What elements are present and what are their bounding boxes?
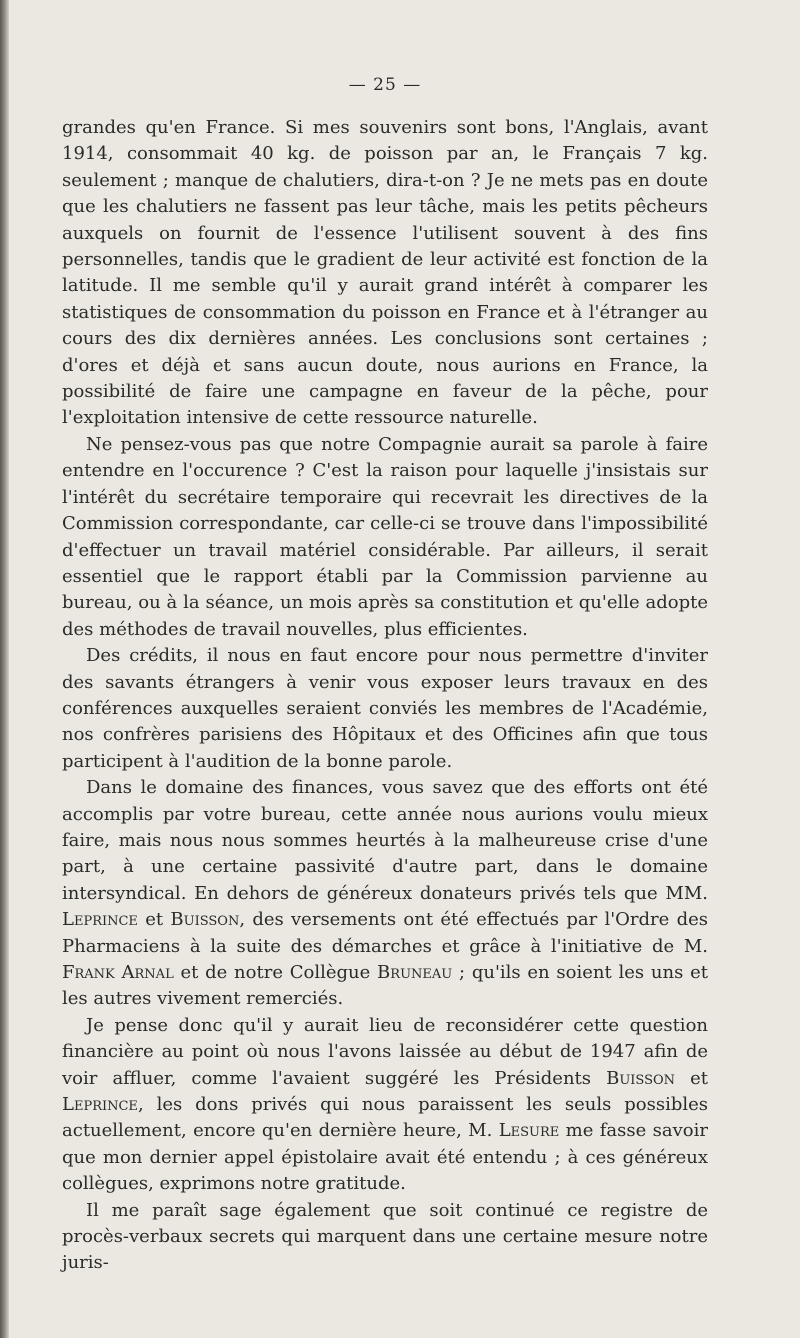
paragraph-6 [62, 1198, 708, 1277]
paragraph-text: Ne pensez-vous pas que notre Compagnie aurait sa parole à faire entendre en l'occurence ? C'est la raison pour laquelle j'insistais sur l'intérêt du secrétaire temporaire qui recevrait les directives de la Commission correspondante, car celle-ci se trouve dans l'impossibilité d'effectuer un travail matériel considérable. Par ailleurs, il serait essentiel que le rapport établi par la Commission parvienne au bureau, ou à la séance, un mois après sa constitution et qu'elle adopte des méthodes de travail nouvelles, plus efficientes. [62, 433, 708, 640]
page-number: — 25 — [348, 75, 422, 95]
paragraph-text: Dans le domaine des finances, vous savez que des efforts ont été accomplis par votre bureau, cette année nous aurions voulu mieux faire, mais nous nous sommes heurtés à la malheureuse crise d'une part, à une certaine passivité d'autre part, dans le domaine intersyndical. En dehors de généreux donateurs privés tels que MM. [62, 777, 708, 904]
person-name: Bruneau [377, 962, 453, 983]
paragraph-text: et de notre Collègue [173, 962, 378, 983]
paragraph-text: Des crédits, il nous en faut encore pour nous permettre d'inviter des savants étrangers à venir vous exposer leurs travaux en des conférences auxquelles seraient conviés les membres de l'Académie, nos confrères parisiens des Hôpitaux et des Officines afin que tous participent à l'audition de la bonne parole. [62, 645, 708, 772]
paragraph-text: Je pense donc qu'il y aurait lieu de reconsidérer cette question financière au point où nous l'avons laissée au début de 1947 afin de voir affluer, comme l'avaient suggéré les Présidents [62, 1014, 708, 1089]
paragraph-text: et [675, 1067, 708, 1089]
paragraph-text: me fasse savoir que mon dernier appel épistolaire avait été entendu ; à ces généreux collègues, exprimons notre gratitude. [62, 1120, 708, 1195]
person-name: Lesure [498, 1120, 560, 1142]
person-name: Buisson [606, 1067, 676, 1089]
paragraph-1 [62, 115, 708, 432]
paragraph-5 [62, 1013, 708, 1198]
paragraph-3 [62, 643, 708, 775]
person-name: Leprince [62, 909, 138, 931]
person-name: Frank Arnal [62, 962, 174, 983]
person-name: Leprince [62, 1094, 138, 1116]
binding-edge [0, 0, 9, 1338]
person-name: Buisson [170, 909, 240, 931]
paragraph-text: ; qu'ils en soient les uns et les autres vivement remerciés. [62, 962, 708, 1010]
paragraph-4 [62, 775, 708, 1013]
body-text [62, 115, 708, 1277]
paragraph-2 [62, 432, 708, 643]
paragraph-text: grandes qu'en France. Si mes souvenirs sont bons, l'Anglais, avant 1914, consommait 40 kg. de poisson par an, le Français 7 kg. seulement ; manque de chalutiers, dira-t-on ? Je ne mets pas en doute que les chalutiers ne fassent pas leur tâche, mais les petits pêcheurs auxquels on fournit de l'essence l'utilisent souvent à des fins personnelles, tandis que le gradient de leur activité est fonction de la latitude. Il me semble qu'il y aurait grand intérêt à comparer les statistiques de consommation du poisson en France et à l'étranger au cours des dix dernières années. Les conclusions sont certaines ; d'ores et déjà et sans aucun doute, nous aurions en France, la possibilité de faire une campagne en faveur de la pêche, pour l'exploitation intensive de cette ressource naturelle. [62, 117, 708, 429]
paragraph-text: , des versements ont été effectués par l'Ordre des Pharmaciens à la suite des démarches et grâce à l'initiative de M. [62, 909, 708, 957]
paragraph-text: , les dons privés qui nous paraissent les seuls possibles actuellement, encore qu'en dernière heure, M. [62, 1094, 708, 1142]
paragraph-text: et [137, 909, 171, 931]
paragraph-text: Il me paraît sage également que soit continué ce registre de procès-verbaux secrets qui marquent dans une certaine mesure notre juris- [62, 1199, 708, 1274]
